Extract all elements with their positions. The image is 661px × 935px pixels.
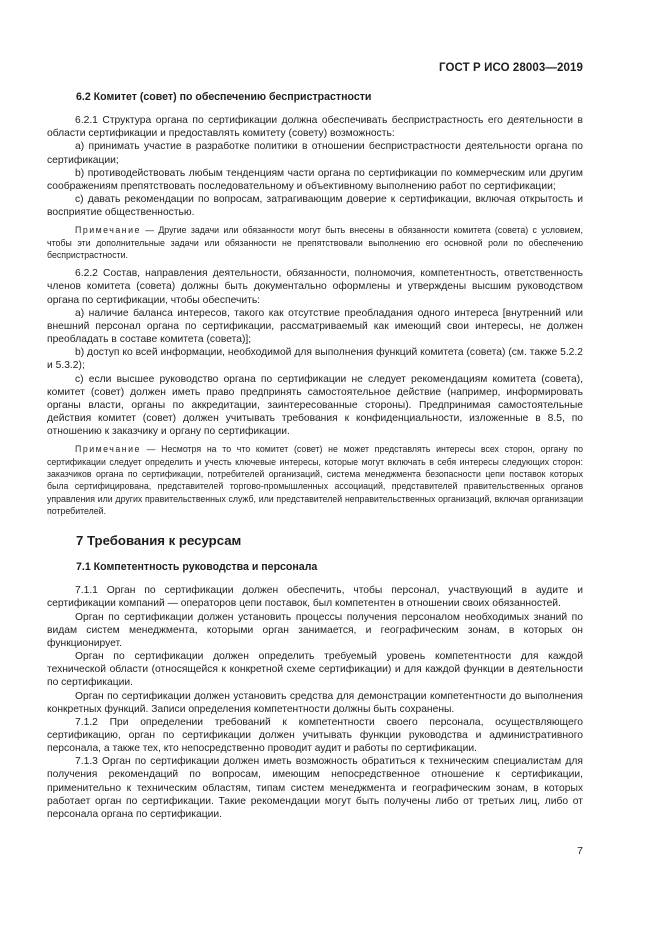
note-text: — Другие задачи или обязанности могут быть внесены в обязанности комитета (совета) с условием, чтобы эти дополнительные задачи или обязанности не препятствовали выполнению его основной роли по обеспечению беспристрастности.: [47, 225, 583, 260]
document-body: [47, 91, 583, 821]
note-text: — Несмотря на то что комитет (совет) не может представлять интересы всех сторон, органу по сертификации следует определить и учесть ключевые интересы, которые могут включать в себя интересы следующих сторон: заказчиков органа по сертификации, потребителей организаций, система менеджмента безопасности цепи поставок которых была сертифицирована, представителей торгово-промышленных ассоциаций, представителей правительственных органов управления или других правительственных служб, или представителей неправительственных организаций, включая организации потребителей.: [47, 444, 583, 516]
note-1: [47, 224, 583, 261]
section-7-1-heading: 7.1 Компетентность руководства и персонала: [76, 561, 318, 574]
paragraph-6-2-2: 6.2.2 Состав, направления деятельности, обязанности, полномочия, компетентность, ответственность членов комитета (совета) должны быть документально оформлены и утверждены высшим руководством органа по сертификации, чтобы обеспечить:: [47, 268, 583, 306]
list-item-b: b) противодействовать любым тенденциям части органа по сертификации по коммерческим или другим соображениям препятствовать последовательному и объективному выполнению работ по сертификации;: [47, 167, 583, 192]
paragraph-6-2-1: 6.2.1 Структура органа по сертификации должна обеспечивать беспристрастность его деятельности в области сертификации и предоставлять комитету (совету) возможность:: [47, 115, 583, 140]
note-2: [47, 443, 583, 517]
paragraph-7-1-2: 7.1.2 При определении требований к компетентности своего персонала, осуществляющего сертификацию, орган по сертификации должен учитывать функции руководства и административного персонала, а также тех, кто непосредственно проводит аудит и работы по сертификации.: [47, 716, 583, 755]
list-item-c: c) если высшее руководство органа по сертификации не следует рекомендациям комитета (совета), комитет (совет) должен иметь право предпринять самостоятельное действие (например, информировать органы власти, органы по аккредитации, заинтересованные стороны). Предпринимая самостоятельные действия комитет (совет) должен учитывать требования к конфиденциальности, изложенные в 8.5, по отношению к заказчику и органу по сертификации.: [47, 373, 583, 438]
list-item-b: b) доступ ко всей информации, необходимой для выполнения функций комитета (совета) (см. также 5.2.2 и 5.3.2);: [47, 347, 583, 372]
paragraph: Орган по сертификации должен установить средства для демонстрации компетентности до выполнения конкретных функций. Записи определения компетентности должны быть сохранены.: [47, 690, 583, 715]
paragraph: Орган по сертификации должен определить требуемый уровень компетентности для каждой технической области (относящейся к конкретной схеме сертификации) и для каждой функции в деятельности по сертификации.: [47, 651, 583, 689]
section-6-2-heading: 6.2 Комитет (совет) по обеспечению беспристрастности: [76, 91, 372, 103]
note-label: Примечание: [75, 225, 141, 236]
standard-designation: ГОСТ Р ИСО 28003—2019: [438, 62, 583, 74]
section-7-heading: 7 Требования к ресурсам: [76, 533, 242, 549]
paragraph-7-1-3: 7.1.3 Орган по сертификации должен иметь возможность обратиться к техническим специалистам для получения рекомендаций по вопросам, имеющим непосредственное отношение к сертификации, применительно к техническим областям, типам систем менеджмента и географическим зонам, в которых работает орган по сертификации. Такие рекомендации могут быть получены либо от третьих лиц, либо от персонала органа по сертификации.: [47, 756, 583, 820]
list-item-a: a) наличие баланса интересов, такого как отсутствие преобладания одного интереса [внутренний или внешний персонал органа по сертификации, рассматриваемый как имеющий свои интересы, не должен преобладать в составе комитета (совета)];: [47, 307, 583, 346]
list-item-c: c) давать рекомендации по вопросам, затрагивающим доверие к сертификации, включая открытость и восприятие общественностью.: [47, 194, 583, 219]
note-label: Примечание: [75, 444, 141, 455]
paragraph-7-1-1: 7.1.1 Орган по сертификации должен обеспечить, чтобы персонал, участвующий в аудите и сертификации компаний — операторов цепи поставок, был компетентен в отношении своих обязанностей.: [47, 585, 583, 610]
list-item-a: a) принимать участие в разработке политики в отношении беспристрастности деятельности органа по сертификации;: [47, 141, 583, 166]
paragraph: Орган по сертификации должен установить процессы получения персоналом необходимых знаний по видам систем менеджмента, которыми орган занимается, и географическим зонам, в которых он функционирует.: [47, 611, 583, 649]
page-number: 7: [577, 845, 583, 857]
